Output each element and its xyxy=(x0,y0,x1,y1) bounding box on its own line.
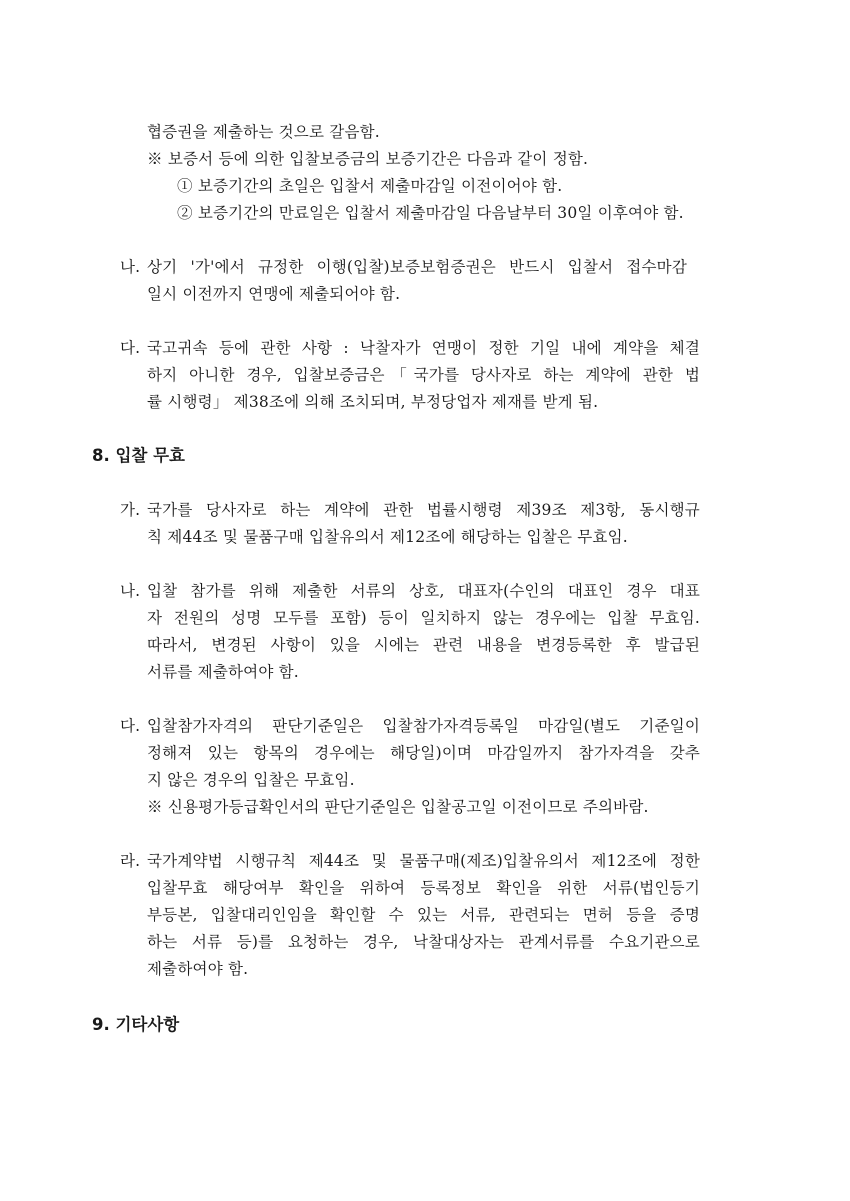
item-marker: 다. xyxy=(120,717,141,735)
s8-na-line-2: 자 전원의 성명 모두를 포함) 등이 일치하지 않는 경우에는 입찰 무효임. xyxy=(147,609,700,627)
s8-ra-line-1: 국가계약법 시행규칙 제44조 및 물품구매(제조)입찰유의서 제12조에 정한 xyxy=(147,852,700,870)
item-marker: 다. xyxy=(120,339,141,357)
section-heading-9: 9. 기타사항 xyxy=(92,1015,180,1034)
credit-rating-note: ※ 신용평가등급확인서의 판단기준일은 입찰공고일 이전이므로 주의바람. xyxy=(147,798,649,816)
bond-period-item-1: ① 보증기간의 초일은 입찰서 제출마감일 이전이어야 함. xyxy=(177,177,563,195)
section-heading-8: 8. 입찰 무효 xyxy=(92,446,185,465)
item-marker: 라. xyxy=(120,852,141,870)
item-marker: 가. xyxy=(120,501,141,519)
intro-line-1: 협증권을 제출하는 것으로 갈음함. xyxy=(147,123,380,141)
bond-period-note: ※ 보증서 등에 의한 입찰보증금의 보증기간은 다음과 같이 정함. xyxy=(147,150,589,168)
item-da-line-1: 국고귀속 등에 관한 사항 : 낙찰자가 연맹이 정한 기일 내에 계약을 체결 xyxy=(147,339,700,357)
s8-ra-line-5: 제출하여야 함. xyxy=(147,960,249,978)
item-na-line-2: 일시 이전까지 연맹에 제출되어야 함. xyxy=(147,285,401,303)
s8-ra-line-2: 입찰무효 해당여부 확인을 위하여 등록정보 확인을 위한 서류(법인등기 xyxy=(147,879,700,897)
s8-ga-line-1: 국가를 당사자로 하는 계약에 관한 법률시행령 제39조 제3항, 동시행규 xyxy=(147,501,700,519)
s8-ra-line-4: 하는 서류 등)를 요청하는 경우, 낙찰대상자는 관계서류를 수요기관으로 xyxy=(147,933,700,951)
item-na-line-1: 상기 '가'에서 규정한 이행(입찰)보증보험증권은 반드시 입찰서 접수마감 xyxy=(147,258,687,276)
item-da-line-3: 률 시행령」 제38조에 의해 조치되며, 부정당업자 제재를 받게 됨. xyxy=(147,393,599,411)
s8-da-line-1: 입찰참가자격의 판단기준일은 입찰참가자격등록일 마감일(별도 기준일이 xyxy=(147,717,700,735)
item-marker: 나. xyxy=(120,258,141,276)
s8-na-line-4: 서류를 제출하여야 함. xyxy=(147,663,299,681)
s8-da-line-3: 지 않은 경우의 입찰은 무효임. xyxy=(147,771,355,789)
s8-ga-line-2: 칙 제44조 및 물품구매 입찰유의서 제12조에 해당하는 입찰은 무효임. xyxy=(147,528,628,546)
s8-da-line-2: 정해져 있는 항목의 경우에는 해당일)이며 마감일까지 참가자격을 갖추 xyxy=(147,744,700,762)
item-marker: 나. xyxy=(120,582,141,600)
item-da-line-2: 하지 아니한 경우, 입찰보증금은「국가를 당사자로 하는 계약에 관한 법 xyxy=(147,366,700,384)
s8-na-line-3: 따라서, 변경된 사항이 있을 시에는 관련 내용을 변경등록한 후 발급된 xyxy=(147,636,700,654)
bond-period-item-2: ② 보증기간의 만료일은 입찰서 제출마감일 다음날부터 30일 이후여야 함. xyxy=(177,204,684,222)
s8-ra-line-3: 부등본, 입찰대리인임을 확인할 수 있는 서류, 관련되는 면허 등을 증명 xyxy=(147,906,700,924)
s8-na-line-1: 입찰 참가를 위해 제출한 서류의 상호, 대표자(수인의 대표인 경우 대표 xyxy=(147,582,700,600)
